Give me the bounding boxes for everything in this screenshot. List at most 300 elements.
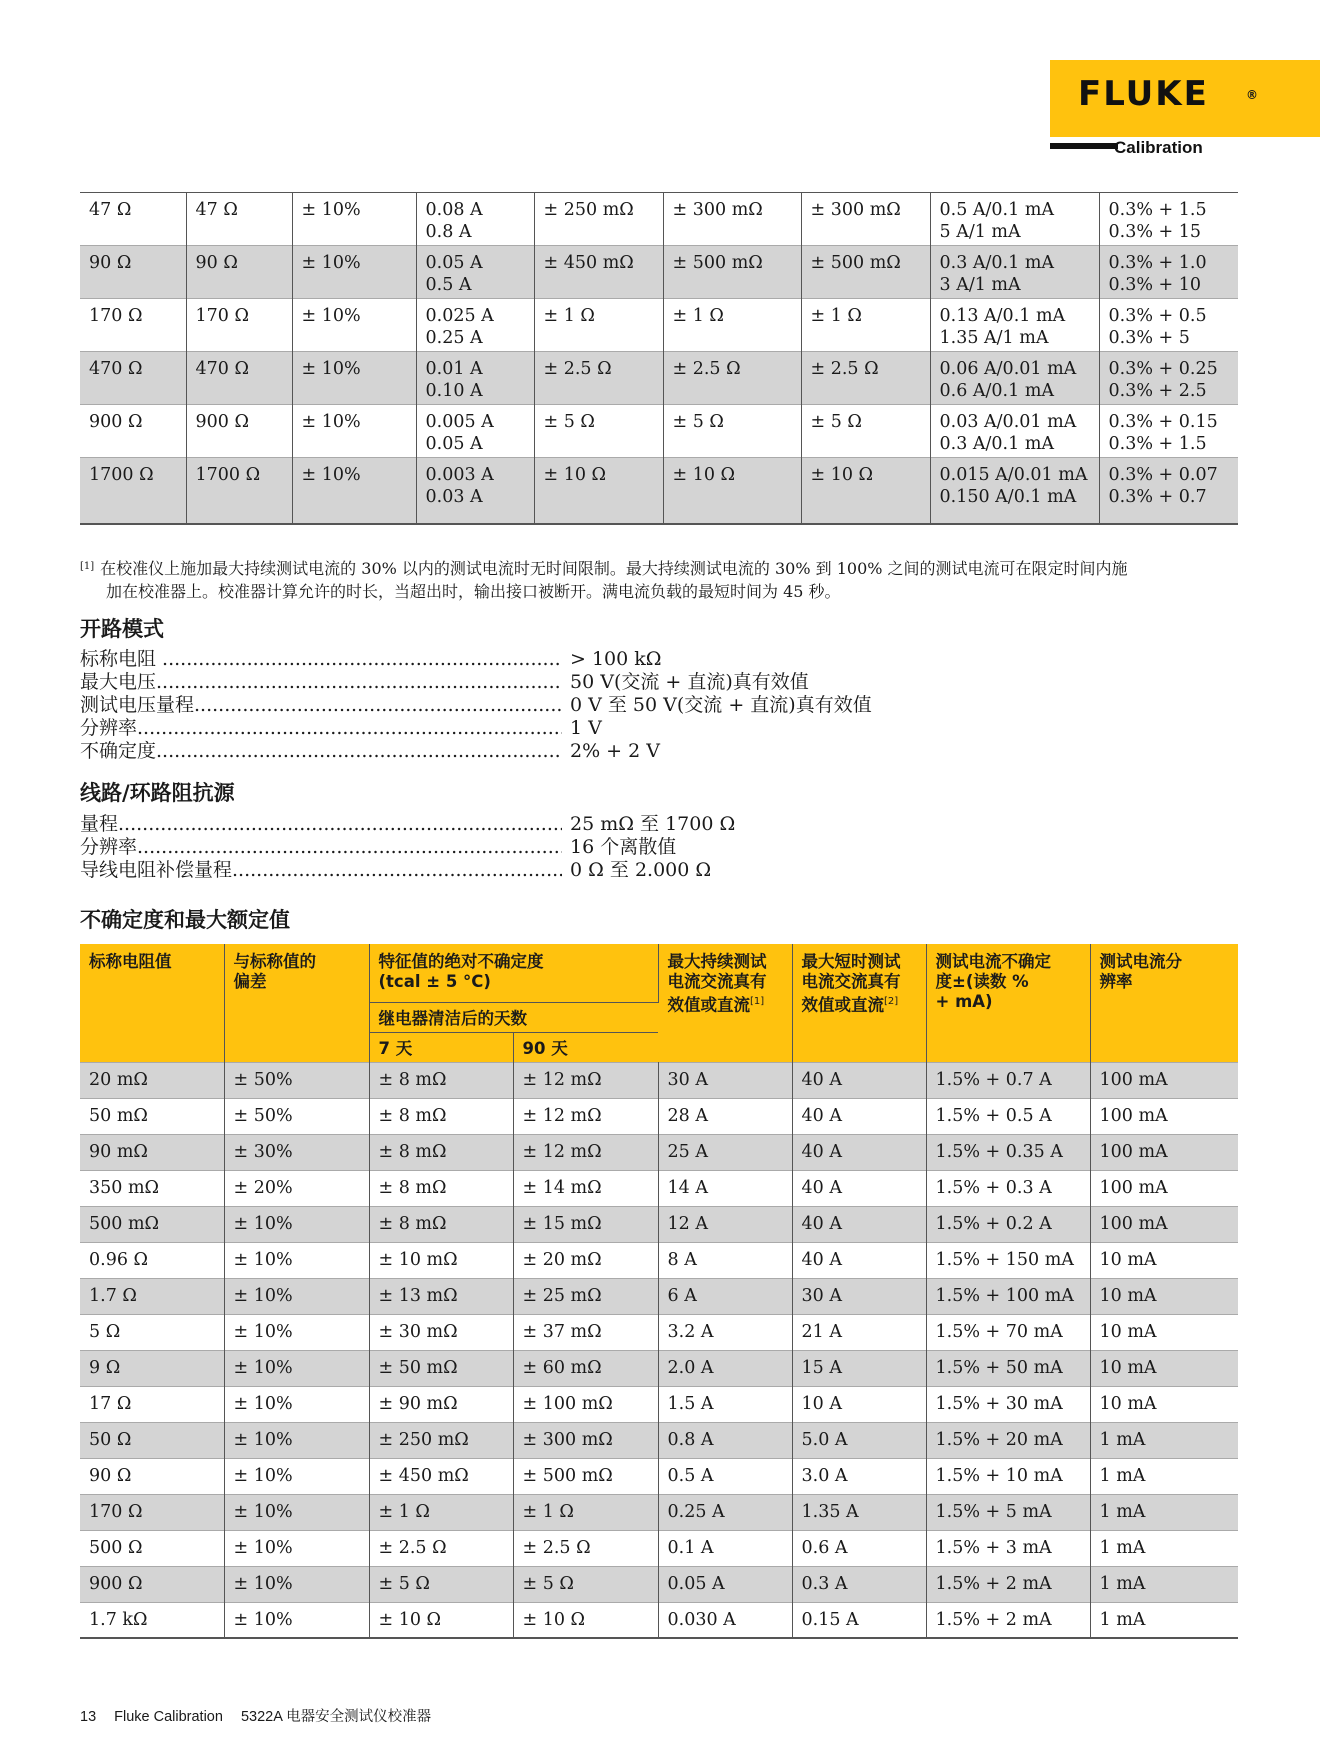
header-deviation [224, 944, 369, 1062]
table-cell: ± 20% [224, 1170, 369, 1206]
table-cell [1099, 458, 1238, 524]
table-cell [930, 299, 1099, 352]
table-cell: 1.5% + 3 mA [926, 1530, 1090, 1566]
spec-value: 2% + 2 V [570, 740, 660, 762]
cell-line: 0.05 A [425, 434, 483, 454]
table-cell: 1.7 Ω [80, 1278, 224, 1314]
table-cell: ± 100 mΩ [513, 1386, 658, 1422]
table-row [80, 1206, 1238, 1242]
table-cell: 1.5% + 10 mA [926, 1458, 1090, 1494]
table-cell: ± 30% [224, 1134, 369, 1170]
spec-label [80, 694, 562, 717]
table-cell: 0.6 A [792, 1530, 926, 1566]
table-cell: 40 A [792, 1098, 926, 1134]
spec-label [80, 836, 562, 859]
table-cell: ± 1 Ω [801, 299, 930, 352]
spec-row [80, 717, 872, 740]
table-cell: ± 8 mΩ [369, 1134, 513, 1170]
table-row [80, 1422, 1238, 1458]
header-max-short [792, 944, 926, 1062]
table-cell: 1.5% + 0.5 A [926, 1098, 1090, 1134]
table-cell: ± 10% [292, 405, 416, 458]
cell-line: 0.3% + 1.5 [1108, 434, 1207, 454]
table-cell: 1.5% + 100 mA [926, 1278, 1090, 1314]
logo-subtitle: Calibration [1114, 138, 1203, 157]
header-test-unc-l2: 度±(读数 % [935, 972, 1029, 991]
table-cell: 0.96 Ω [80, 1242, 224, 1278]
logo-underline [1050, 143, 1118, 149]
table-cell: ± 90 mΩ [369, 1386, 513, 1422]
table-cell: ± 15 mΩ [513, 1206, 658, 1242]
table-cell: ± 300 mΩ [513, 1422, 658, 1458]
table-cell: ± 10% [224, 1350, 369, 1386]
table-cell: 47 Ω [186, 193, 292, 246]
open-circuit-heading: 开路模式 [80, 617, 164, 641]
cell-line: 5 A/1 mA [939, 222, 1021, 242]
cell-line: 0.3 A/0.1 mA [939, 434, 1055, 454]
spec-label [80, 648, 562, 671]
table-cell: ± 14 mΩ [513, 1170, 658, 1206]
table-cell: ± 12 mΩ [513, 1134, 658, 1170]
table-row [80, 1134, 1238, 1170]
table-cell: 0.5 A [658, 1458, 792, 1494]
table-cell [1099, 299, 1238, 352]
table-cell: ± 500 mΩ [801, 246, 930, 299]
table-cell: 14 A [658, 1170, 792, 1206]
cell-line: 0.03 A/0.01 mA [939, 412, 1077, 432]
table-row [80, 1602, 1238, 1638]
cell-line: 1.35 A/1 mA [939, 328, 1049, 348]
table-cell: ± 10% [292, 246, 416, 299]
table-cell: 170 Ω [80, 299, 186, 352]
table-cell: 1.5% + 20 mA [926, 1422, 1090, 1458]
table-cell [416, 246, 534, 299]
table-cell: ± 13 mΩ [369, 1278, 513, 1314]
cell-line: 0.5 A [425, 275, 472, 295]
table-cell: ± 8 mΩ [369, 1098, 513, 1134]
table-cell: 1.5% + 150 mA [926, 1242, 1090, 1278]
table-cell: ± 2.5 Ω [513, 1530, 658, 1566]
spec-label [80, 740, 562, 763]
table-cell: ± 5 Ω [369, 1566, 513, 1602]
spec-row [80, 740, 872, 763]
table-cell: 21 A [792, 1314, 926, 1350]
table-cell: ± 10% [224, 1386, 369, 1422]
table-cell: 5 Ω [80, 1314, 224, 1350]
table-row [80, 1386, 1238, 1422]
table-cell: ± 1 Ω [369, 1494, 513, 1530]
table-cell: ± 10% [292, 193, 416, 246]
table-cell: 90 mΩ [80, 1134, 224, 1170]
table-cell: 470 Ω [186, 352, 292, 405]
cell-line: 0.01 A [425, 359, 483, 379]
cell-line: 0.005 A [425, 412, 494, 432]
table-cell: ± 50 mΩ [369, 1350, 513, 1386]
header-nominal: 标称电阻值 [80, 944, 224, 1062]
table-cell [930, 458, 1099, 524]
table-cell: ± 10 Ω [513, 1602, 658, 1638]
table-row [80, 193, 1238, 246]
spec-label-text: 导线电阻补偿量程 [80, 859, 233, 881]
table-row [80, 246, 1238, 299]
table-cell [1099, 246, 1238, 299]
table-cell: 170 Ω [186, 299, 292, 352]
table-cell: ± 8 mΩ [369, 1062, 513, 1098]
table-cell: 10 A [792, 1386, 926, 1422]
cell-line: 0.10 A [425, 381, 483, 401]
cell-line: 0.150 A/0.1 mA [939, 487, 1077, 507]
table-cell [416, 299, 534, 352]
table-cell: ± 250 mΩ [534, 193, 663, 246]
cell-line: 0.3% + 15 [1108, 222, 1202, 242]
spec-label-text: 量程 [80, 813, 119, 835]
header-relay-days: 继电器清洁后的天数 [369, 1002, 658, 1032]
spec-value: > 100 kΩ [570, 648, 662, 670]
footnote-mark: [1] [80, 561, 95, 572]
table-cell: 30 A [792, 1278, 926, 1314]
table-cell: 40 A [792, 1134, 926, 1170]
spec-label-text: 不确定度 [80, 740, 157, 762]
spec-label [80, 717, 562, 740]
table-cell: ± 300 mΩ [801, 193, 930, 246]
table-cell [1099, 352, 1238, 405]
table-cell: 90 Ω [186, 246, 292, 299]
table-cell: ± 1 Ω [534, 299, 663, 352]
spec-value: 0 V 至 50 V(交流 + 直流)真有效值 [570, 694, 872, 716]
table-cell: 10 mA [1090, 1350, 1238, 1386]
spec-row [80, 648, 872, 671]
top-table-body [80, 193, 1238, 524]
table-cell: 1 mA [1090, 1530, 1238, 1566]
table-cell: 5.0 A [792, 1422, 926, 1458]
table-cell: 900 Ω [186, 405, 292, 458]
header-abs-unc [369, 944, 658, 1002]
logo-wordmark: FLUKE [1078, 74, 1209, 114]
table-cell: 1 mA [1090, 1458, 1238, 1494]
table-cell [930, 405, 1099, 458]
table-cell: 17 Ω [80, 1386, 224, 1422]
table-row [80, 405, 1238, 458]
table-cell: 1 mA [1090, 1422, 1238, 1458]
table-cell: ± 300 mΩ [663, 193, 801, 246]
table-cell: 1.5% + 2 mA [926, 1566, 1090, 1602]
table-cell: 350 mΩ [80, 1170, 224, 1206]
header-max-short-l2: 电流交流真有 [801, 972, 901, 991]
spec-label-text: 测试电压量程 [80, 694, 195, 716]
table-cell: 0.15 A [792, 1602, 926, 1638]
table-cell: ± 250 mΩ [369, 1422, 513, 1458]
table-cell: 15 A [792, 1350, 926, 1386]
table-row [80, 352, 1238, 405]
table-row [80, 1314, 1238, 1350]
table-cell: 40 A [792, 1170, 926, 1206]
cell-line: 0.3% + 10 [1108, 275, 1202, 295]
cell-line: 0.06 A/0.01 mA [939, 359, 1077, 379]
table-cell: ± 10% [224, 1314, 369, 1350]
header-7-days: 7 天 [369, 1032, 513, 1062]
table-cell: ± 10% [224, 1242, 369, 1278]
table-cell: ± 50% [224, 1098, 369, 1134]
table-cell: ± 50% [224, 1062, 369, 1098]
table-cell: ± 2.5 Ω [534, 352, 663, 405]
table-cell: 9 Ω [80, 1350, 224, 1386]
table-row [80, 1458, 1238, 1494]
loop-impedance-heading: 线路/环路阻抗源 [80, 781, 235, 805]
table-cell: ± 1 Ω [663, 299, 801, 352]
fluke-logo [1050, 60, 1320, 137]
footnote [80, 557, 1240, 603]
table-cell: 6 A [658, 1278, 792, 1314]
cell-line: 0.3% + 0.15 [1108, 412, 1218, 432]
header-abs-unc-l1: 特征值的绝对不确定度 [378, 952, 544, 971]
table-cell: 1.5% + 50 mA [926, 1350, 1090, 1386]
table-cell: 40 A [792, 1062, 926, 1098]
spec-row [80, 859, 735, 882]
table-cell: ± 10% [292, 352, 416, 405]
table-cell [930, 193, 1099, 246]
table-cell: 1.5% + 2 mA [926, 1602, 1090, 1638]
header-test-res [1090, 944, 1238, 1062]
table-cell: 900 Ω [80, 1566, 224, 1602]
spec-label [80, 813, 562, 836]
table-cell: ± 10% [224, 1566, 369, 1602]
table-cell: 30 A [658, 1062, 792, 1098]
footnote-line-1: 在校准仪上施加最大持续测试电流的 30% 以内的测试电流时无时间限制。最大持续测试电流的 30% 到 100% 之间的测试电流可在限定时间内施 [100, 559, 1128, 578]
table-row [80, 1170, 1238, 1206]
table-cell: ± 10% [224, 1458, 369, 1494]
table-cell: ± 5 Ω [663, 405, 801, 458]
table-cell: 1 mA [1090, 1494, 1238, 1530]
table-cell: 0.030 A [658, 1602, 792, 1638]
table-row [80, 299, 1238, 352]
table-cell: 50 mΩ [80, 1098, 224, 1134]
table-cell: ± 10% [292, 299, 416, 352]
cell-line: 0.25 A [425, 328, 483, 348]
cell-line: 0.05 A [425, 253, 483, 273]
table-cell: 25 A [658, 1134, 792, 1170]
table-cell: ± 5 Ω [534, 405, 663, 458]
table-row [80, 1062, 1238, 1098]
uncertainty-table-body [80, 1062, 1238, 1638]
cell-line: 0.08 A [425, 200, 483, 220]
table-cell: ± 450 mΩ [369, 1458, 513, 1494]
table-cell: ± 10 Ω [801, 458, 930, 524]
resistance-table-continued [80, 192, 1238, 525]
table-cell: ± 10 Ω [369, 1602, 513, 1638]
table-cell: 40 A [792, 1242, 926, 1278]
table-cell: 10 mA [1090, 1278, 1238, 1314]
header-max-cont-l2: 电流交流真有 [667, 972, 767, 991]
footer-product: 5322A 电器安全测试仪校准器 [240, 1709, 432, 1725]
table-cell: 3.0 A [792, 1458, 926, 1494]
cell-line: 0.3% + 0.25 [1108, 359, 1218, 379]
spec-row [80, 836, 735, 859]
spec-label-text: 分辨率 [80, 717, 138, 739]
table-cell: ± 25 mΩ [513, 1278, 658, 1314]
table-row [80, 1530, 1238, 1566]
header-test-res-l2: 辨率 [1099, 972, 1133, 991]
spec-row [80, 694, 872, 717]
spec-row [80, 671, 872, 694]
table-cell: 1.5% + 5 mA [926, 1494, 1090, 1530]
table-cell: 3.2 A [658, 1314, 792, 1350]
table-cell: 900 Ω [80, 405, 186, 458]
header-max-cont-l3: 效值或直流 [667, 995, 750, 1015]
footnote-line-2: 加在校准器上。校准器计算允许的时长，当超出时，输出接口被断开。满电流负载的最短时间为 45 秒。 [106, 582, 841, 601]
table-cell: ± 500 mΩ [513, 1458, 658, 1494]
table-cell: ± 10% [224, 1602, 369, 1638]
table-cell: ± 450 mΩ [534, 246, 663, 299]
cell-line: 0.03 A [425, 487, 483, 507]
table-cell: 100 mA [1090, 1062, 1238, 1098]
table-cell: ± 10% [224, 1530, 369, 1566]
table-cell: 1.5% + 0.35 A [926, 1134, 1090, 1170]
table-cell: ± 60 mΩ [513, 1350, 658, 1386]
table-cell: 28 A [658, 1098, 792, 1134]
table-cell [1099, 405, 1238, 458]
table-cell: 90 Ω [80, 246, 186, 299]
spec-value: 1 V [570, 717, 602, 739]
table-cell: ± 2.5 Ω [663, 352, 801, 405]
table-cell: 1.5% + 0.7 A [926, 1062, 1090, 1098]
table-cell: 90 Ω [80, 1458, 224, 1494]
table-cell: 1 mA [1090, 1602, 1238, 1638]
header-abs-unc-l2: (tcal ± 5 °C) [378, 972, 491, 991]
cell-line: 3 A/1 mA [939, 275, 1021, 295]
cell-line: 0.3% + 5 [1108, 328, 1190, 348]
table-cell: 1.35 A [792, 1494, 926, 1530]
table-cell: ± 8 mΩ [369, 1170, 513, 1206]
note-1: [1] [750, 996, 765, 1007]
table-cell: ± 10% [224, 1278, 369, 1314]
cell-line: 0.3% + 1.0 [1108, 253, 1207, 273]
table-cell: 1.5% + 0.3 A [926, 1170, 1090, 1206]
cell-line: 0.5 A/0.1 mA [939, 200, 1055, 220]
header-test-res-l1: 测试电流分 [1099, 952, 1182, 971]
table-cell [1099, 193, 1238, 246]
table-cell: 500 Ω [80, 1530, 224, 1566]
cell-line: 0.3% + 0.7 [1108, 487, 1207, 507]
table-cell: 10 mA [1090, 1314, 1238, 1350]
table-cell: 1.7 kΩ [80, 1602, 224, 1638]
table-cell: 20 mΩ [80, 1062, 224, 1098]
table-row [80, 1350, 1238, 1386]
table-cell: 1.5% + 30 mA [926, 1386, 1090, 1422]
table-cell: 0.1 A [658, 1530, 792, 1566]
cell-line: 0.3 A/0.1 mA [939, 253, 1055, 273]
table-cell: 50 Ω [80, 1422, 224, 1458]
table-row [80, 1242, 1238, 1278]
table-cell: 1.5% + 0.2 A [926, 1206, 1090, 1242]
loop-impedance-specs [80, 813, 735, 882]
page-footer [80, 1705, 449, 1726]
table-cell: 1.5% + 70 mA [926, 1314, 1090, 1350]
table-cell: ± 10 Ω [663, 458, 801, 524]
header-max-short-l3: 效值或直流 [801, 995, 884, 1015]
cell-line: 0.13 A/0.1 mA [939, 306, 1066, 326]
table-cell: ± 5 Ω [513, 1566, 658, 1602]
header-max-cont-l1: 最大持续测试 [667, 952, 767, 971]
table-cell: 0.8 A [658, 1422, 792, 1458]
cell-line: 0.6 A/0.1 mA [939, 381, 1055, 401]
table-cell: 10 mA [1090, 1386, 1238, 1422]
table-cell: ± 12 mΩ [513, 1062, 658, 1098]
table-cell: 0.05 A [658, 1566, 792, 1602]
cell-line: 0.015 A/0.01 mA [939, 465, 1088, 485]
header-test-unc [926, 944, 1090, 1062]
table-cell: ± 10 mΩ [369, 1242, 513, 1278]
registered-mark: ® [1246, 88, 1258, 102]
cell-line: 0.3% + 2.5 [1108, 381, 1207, 401]
table-cell: 1700 Ω [186, 458, 292, 524]
table-cell: 0.3 A [792, 1566, 926, 1602]
header-deviation-l2: 偏差 [233, 972, 267, 991]
spec-label-text: 标称电阻 [80, 648, 163, 670]
table-cell: ± 37 mΩ [513, 1314, 658, 1350]
table-cell: 0.25 A [658, 1494, 792, 1530]
table-cell: 1.5 A [658, 1386, 792, 1422]
table-cell: 500 mΩ [80, 1206, 224, 1242]
table-cell: ± 2.5 Ω [369, 1530, 513, 1566]
table-cell [416, 193, 534, 246]
spec-value: 25 mΩ 至 1700 Ω [570, 813, 736, 835]
table-cell: 47 Ω [80, 193, 186, 246]
table-cell [416, 352, 534, 405]
table-cell: 12 A [658, 1206, 792, 1242]
table-cell: 100 mA [1090, 1098, 1238, 1134]
table-cell: ± 8 mΩ [369, 1206, 513, 1242]
table-cell: 170 Ω [80, 1494, 224, 1530]
table-cell: ± 5 Ω [801, 405, 930, 458]
table-cell [930, 246, 1099, 299]
cell-line: 0.3% + 0.07 [1108, 465, 1218, 485]
table-cell: ± 10% [224, 1206, 369, 1242]
table-cell: ± 10 Ω [534, 458, 663, 524]
spec-label-text: 最大电压 [80, 671, 157, 693]
table-cell: ± 10% [224, 1494, 369, 1530]
spec-label-text: 分辨率 [80, 836, 138, 858]
table-row [80, 1566, 1238, 1602]
table-cell: ± 10% [224, 1422, 369, 1458]
page-number: 13 [80, 1709, 97, 1725]
table-row [80, 1494, 1238, 1530]
spec-value: 50 V(交流 + 直流)真有效值 [570, 671, 809, 693]
table-cell: ± 20 mΩ [513, 1242, 658, 1278]
table-cell: 1 mA [1090, 1566, 1238, 1602]
table-cell: ± 500 mΩ [663, 246, 801, 299]
table-cell [416, 458, 534, 524]
table-cell: 100 mA [1090, 1170, 1238, 1206]
spec-value: 0 Ω 至 2.000 Ω [570, 859, 712, 881]
cell-line: 0.025 A [425, 306, 494, 326]
cell-line: 0.003 A [425, 465, 494, 485]
table-row [80, 1098, 1238, 1134]
header-max-cont [658, 944, 792, 1062]
table-cell: ± 10% [292, 458, 416, 524]
table-cell: 10 mA [1090, 1242, 1238, 1278]
table-row [80, 1278, 1238, 1314]
table-cell: 2.0 A [658, 1350, 792, 1386]
note-2: [2] [884, 996, 899, 1007]
spec-row [80, 813, 735, 836]
cell-line: 0.8 A [425, 222, 472, 242]
cell-line: 0.3% + 1.5 [1108, 200, 1207, 220]
header-deviation-l1: 与标称值的 [233, 952, 316, 971]
header-test-unc-l1: 测试电流不确定 [935, 952, 1051, 971]
table-cell [930, 352, 1099, 405]
header-max-short-l1: 最大短时测试 [801, 952, 901, 971]
table-cell: ± 12 mΩ [513, 1098, 658, 1134]
